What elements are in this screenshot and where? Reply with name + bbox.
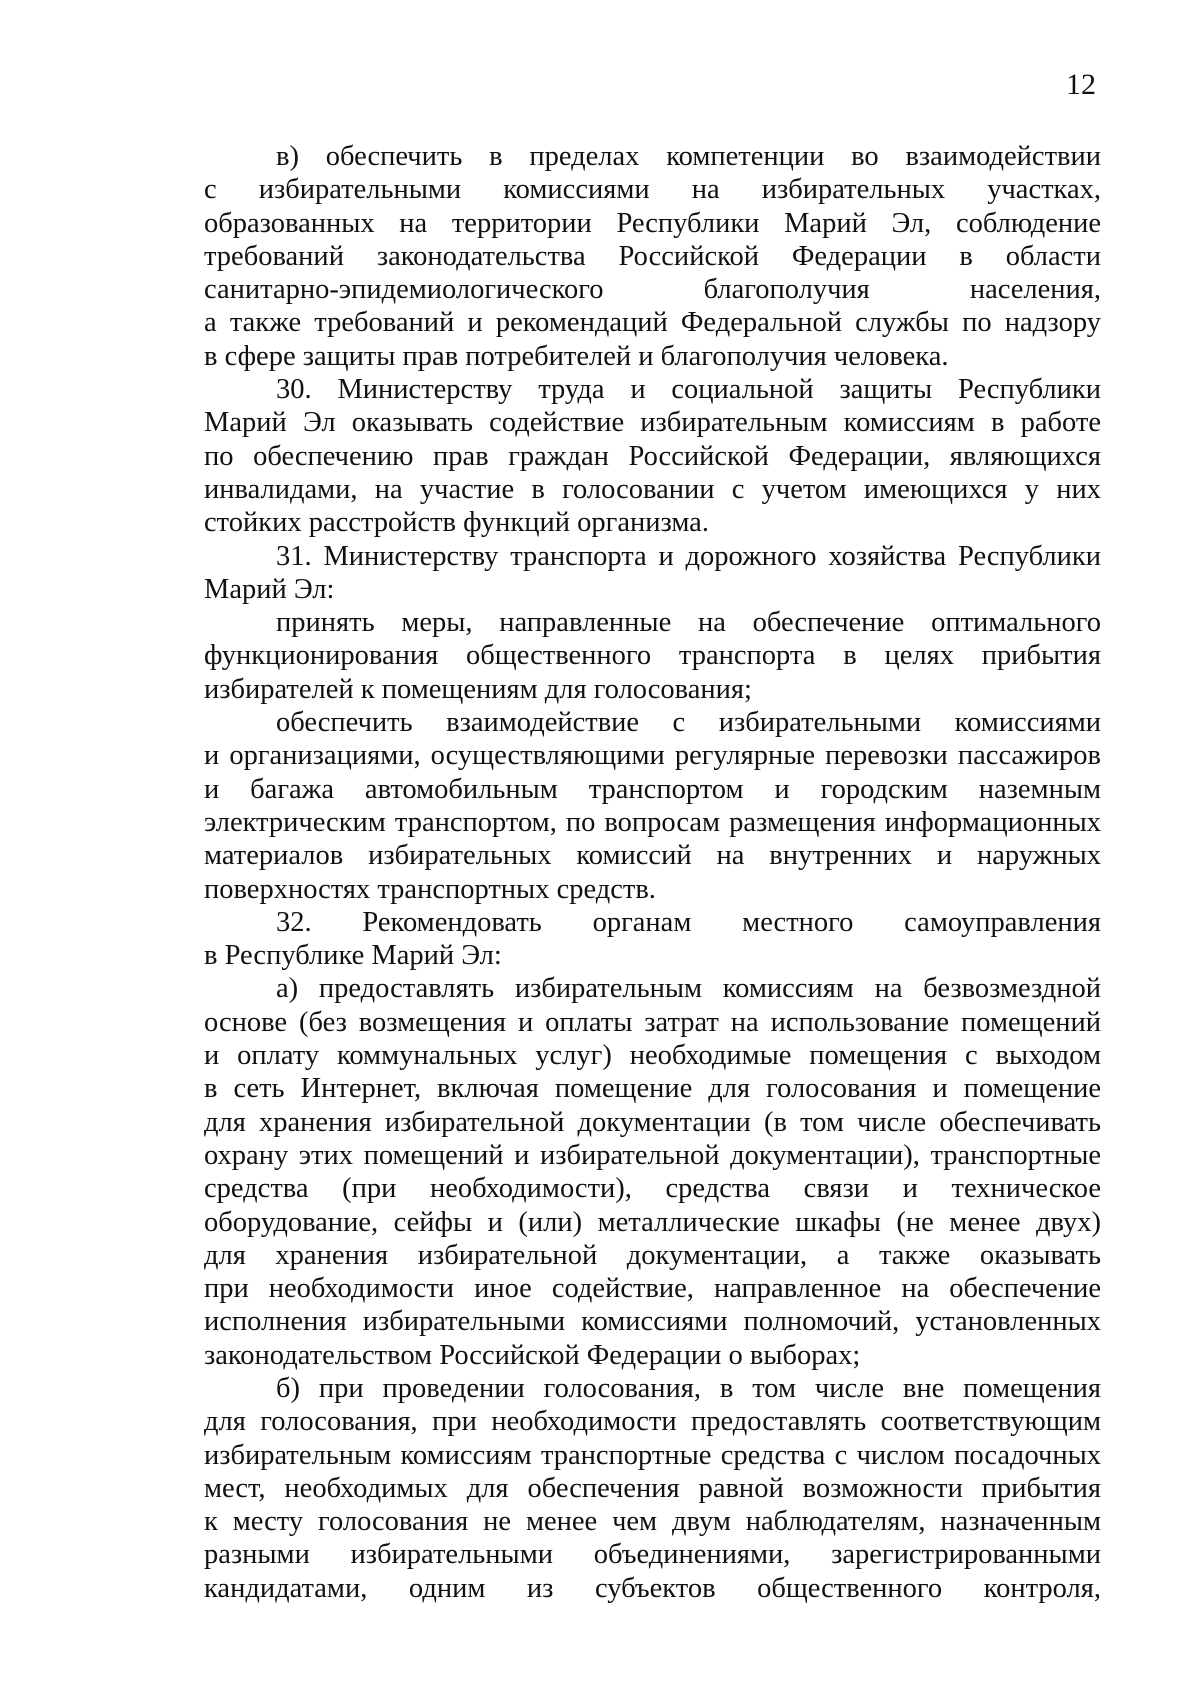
text-line: и организациями, осуществляющими регулярные перевозки пассажиров xyxy=(204,740,1101,772)
text-line: и оплату коммунальных услуг) необходимые помещения с выходом xyxy=(204,1040,1101,1072)
text-line: исполнения избирательными комиссиями полномочий, установленных xyxy=(204,1306,1101,1338)
text-line: средства (при необходимости), средства связи и техническое xyxy=(204,1173,1101,1205)
paragraph xyxy=(204,606,1101,706)
text-line: охрану этих помещений и избирательной документации), транспортные xyxy=(204,1139,1101,1171)
paragraph xyxy=(204,906,1101,973)
text-line: для хранения избирательной документации, а также оказывать xyxy=(204,1239,1101,1271)
text-line: 32. Рекомендовать органам местного самоуправления xyxy=(276,906,1101,938)
text-line: основе (без возмещения и оплаты затрат на использование помещений xyxy=(204,1006,1101,1038)
text-line: б) при проведении голосования, в том числе вне помещения xyxy=(276,1372,1101,1404)
text-line: при необходимости иное содействие, направленное на обеспечение xyxy=(204,1273,1101,1305)
text-line: с избирательными комиссиями на избирательных участках, xyxy=(204,174,1101,206)
text-line: разными избирательными объединениями, зарегистрированными xyxy=(204,1539,1101,1571)
paragraph xyxy=(204,1372,1101,1605)
text-line: инвалидами, на участие в голосовании с учетом имеющихся у них xyxy=(204,473,1101,505)
page-number: 12 xyxy=(1066,68,1096,101)
text-line: в сеть Интернет, включая помещение для голосования и помещение xyxy=(204,1073,1101,1105)
text-line: избирателей к помещениям для голосования; xyxy=(204,673,752,705)
paragraph xyxy=(204,140,1101,373)
text-line: для хранения избирательной документации (в том числе обеспечивать xyxy=(204,1106,1101,1138)
text-line: принять меры, направленные на обеспечение оптимального xyxy=(276,607,1101,639)
text-line: в) обеспечить в пределах компетенции во взаимодействии xyxy=(276,141,1101,172)
text-line: мест, необходимых для обеспечения равной возможности прибытия xyxy=(204,1472,1101,1504)
text-line: обеспечить взаимодействие с избирательными комиссиями xyxy=(276,707,1101,739)
text-line: 30. Министерству труда и социальной защиты Республики xyxy=(276,374,1101,406)
text-line: 31. Министерству транспорта и дорожного хозяйства Республики xyxy=(276,540,1101,572)
text-line: по обеспечению прав граждан Российской Федерации, являющихся xyxy=(204,440,1101,472)
text-line: Марий Эл оказывать содействие избирательным комиссиям в работе xyxy=(204,407,1101,439)
text-line: кандидатами, одним из субъектов общественного контроля, xyxy=(204,1572,1101,1604)
text-line: поверхностях транспортных средств. xyxy=(204,873,656,905)
text-line: а также требований и рекомендаций Федеральной службы по надзору xyxy=(204,307,1101,339)
text-line: в Республике Марий Эл: xyxy=(204,940,502,972)
text-line: в сфере защиты прав потребителей и благополучия человека. xyxy=(204,340,949,372)
text-line: санитарно-эпидемиологического благополучия населения, xyxy=(204,274,1101,306)
text-line: Марий Эл: xyxy=(204,573,335,605)
document-body xyxy=(204,140,1101,1605)
text-line: законодательством Российской Федерации о выборах; xyxy=(204,1339,861,1371)
text-line: функционирования общественного транспорта в целях прибытия xyxy=(204,640,1101,672)
paragraph xyxy=(204,373,1101,539)
text-line: и багажа автомобильным транспортом и городским наземным xyxy=(204,773,1101,805)
text-line: материалов избирательных комиссий на внутренних и наружных xyxy=(204,840,1101,872)
text-line: стойких расстройств функций организма. xyxy=(204,507,709,539)
text-line: избирательным комиссиям транспортные средства с числом посадочных xyxy=(204,1439,1101,1471)
text-line: требований законодательства Российской Федерации в области xyxy=(204,240,1101,272)
text-line: к месту голосования не менее чем двум наблюдателям, назначенным xyxy=(204,1506,1101,1538)
paragraph xyxy=(204,706,1101,906)
text-line: а) предоставлять избирательным комиссиям на безвозмездной xyxy=(276,973,1101,1005)
text-line: образованных на территории Республики Марий Эл, соблюдение xyxy=(204,207,1101,239)
text-line: для голосования, при необходимости предоставлять соответствующим xyxy=(204,1406,1101,1438)
paragraph xyxy=(204,972,1101,1372)
paragraph xyxy=(204,540,1101,607)
text-line: электрическим транспортом, по вопросам размещения информационных xyxy=(204,806,1101,838)
text-line: оборудование, сейфы и (или) металлические шкафы (не менее двух) xyxy=(204,1206,1101,1238)
